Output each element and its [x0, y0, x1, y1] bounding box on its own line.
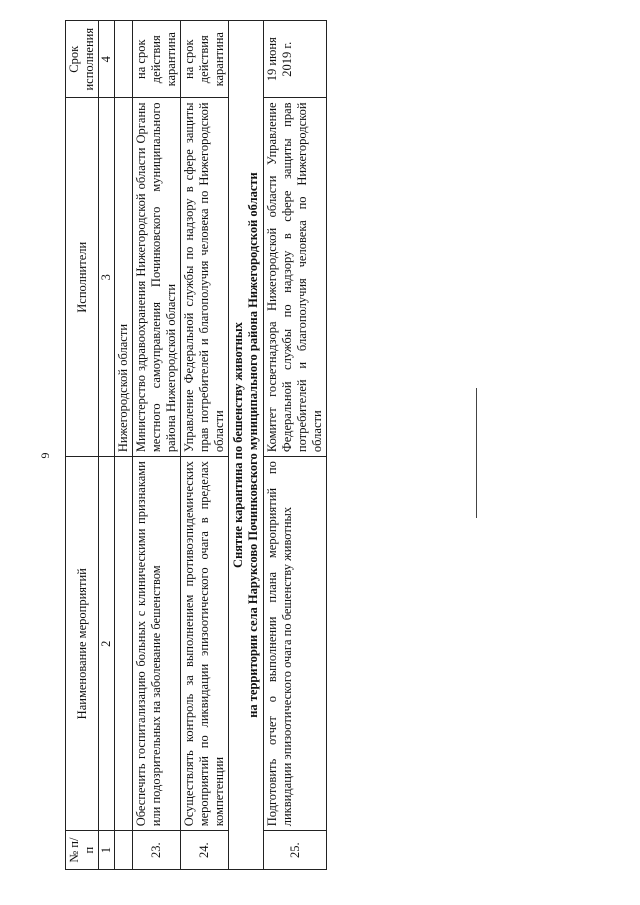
row-executors: Министерство здравоохранения Нижегородской области Органы местного самоуправления Починковского муниципального района Нижегородской области: [133, 98, 181, 457]
header-term: Срок исполнения: [66, 21, 99, 98]
row-num: 24.: [181, 831, 229, 870]
section-title: [229, 21, 264, 870]
table-row: [264, 21, 327, 870]
row-executors: Управление Федеральной службы по надзору в сфере защиты прав потребителей и благополучия человека по Нижегородской области: [181, 98, 229, 457]
section-title-line1: Снятие карантина по бешенству животных: [231, 322, 245, 568]
row-num: 23.: [133, 831, 181, 870]
page-number: 6: [38, 452, 53, 459]
row-num: 25.: [264, 831, 327, 870]
column-index: 3: [99, 98, 115, 457]
table-header-row: [66, 21, 99, 870]
rotated-document-sheet: [65, 20, 365, 870]
continuation-row: [115, 21, 133, 870]
header-name: Наименование мероприятий: [66, 457, 99, 831]
signature-line: [476, 388, 477, 518]
column-index: 2: [99, 457, 115, 831]
table-row: [181, 21, 229, 870]
row-executors: Комитет госветнадзора Нижегородской области Управление Федеральной службы по надзору в сфере защиты прав потребителей и благополучия человека по Нижегородской области: [264, 98, 327, 457]
cell-term: [115, 21, 133, 98]
section-title-line2: на территории села Наруксово Починковского муниципального района Нижегородской области: [246, 172, 260, 718]
column-index-row: [99, 21, 115, 870]
row-name: Обеспечить госпитализацию больных с клиническими признаками или подозрительных на заболевание бешенством: [133, 457, 181, 831]
header-executors: Исполнители: [66, 98, 99, 457]
table-row: [133, 21, 181, 870]
cell-executors: Нижегородской области: [115, 98, 133, 457]
row-term: на срок действия карантина: [133, 21, 181, 98]
cell-num: [115, 831, 133, 870]
row-term: на срок действия карантина: [181, 21, 229, 98]
header-num: № п/п: [66, 831, 99, 870]
row-name: Подготовить отчет о выполнении плана мероприятий по ликвидации эпизоотического очага по бешенству животных: [264, 457, 327, 831]
section-title-row: [229, 21, 264, 870]
measures-table: [65, 20, 327, 870]
row-name: Осуществлять контроль за выполнением противоэпидемических мероприятий по ликвидации эпизоотического очага в пределах компетенции: [181, 457, 229, 831]
column-index: 4: [99, 21, 115, 98]
row-term: 19 июня 2019 г.: [264, 21, 327, 98]
column-index: 1: [99, 831, 115, 870]
cell-name: [115, 457, 133, 831]
